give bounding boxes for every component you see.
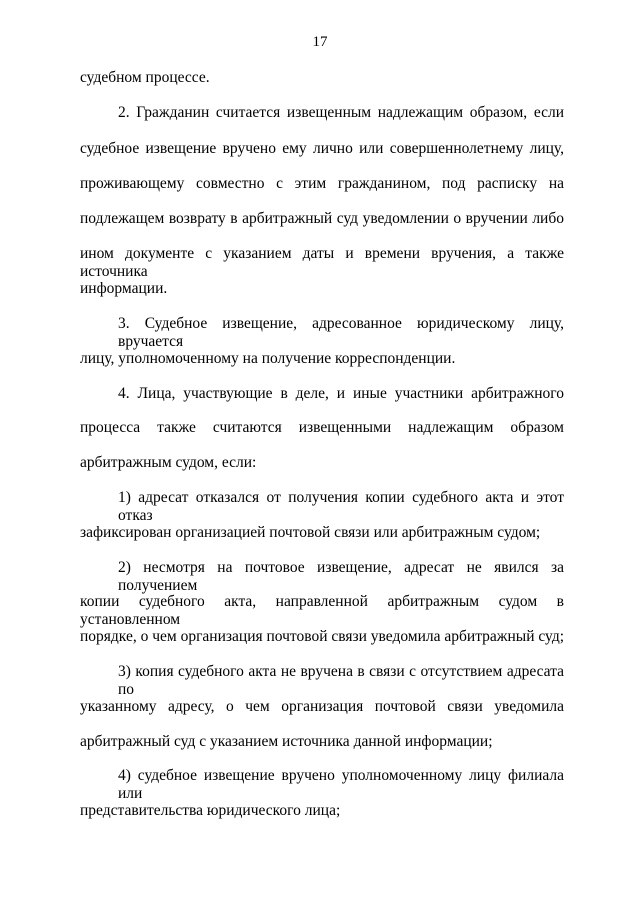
text-line-7: информации. <box>80 280 168 297</box>
text-line-3: судебное извещение вручено ему лично или совершеннолетнему лицу, <box>80 140 564 157</box>
text-line-10: 4. Лица, участвующие в деле, и иные участники арбитражного <box>118 385 564 402</box>
text-line-4: проживающему совместно с этим гражданином, под расписку на <box>80 175 564 192</box>
text-line-1: судебном процессе. <box>80 69 210 86</box>
text-line-16: копии судебного акта, направленной арбитражным судом в установленном <box>80 593 564 628</box>
text-line-22: представительства юридического лица; <box>80 802 341 819</box>
text-line-14: зафиксирован организацией почтовой связи или арбитражным судом; <box>80 524 541 541</box>
text-line-11: процесса также считаются извещенными надлежащим образом <box>80 419 564 436</box>
text-line-15: 2) несмотря на почтовое извещение, адресат не явился за получением <box>118 559 564 594</box>
text-line-9: лицу, уполномоченному на получение корреспонденции. <box>80 350 456 367</box>
text-line-8: 3. Судебное извещение, адресованное юридическому лицу, вручается <box>118 315 564 350</box>
text-line-12: арбитражным судом, если: <box>80 454 257 471</box>
text-line-18: 3) копия судебного акта не вручена в связи с отсутствием адресата по <box>118 663 564 698</box>
text-line-5: подлежащем возврату в арбитражный суд уведомлении о вручении либо <box>80 210 564 227</box>
text-line-2: 2. Гражданин считается извещенным надлежащим образом, если <box>118 104 564 121</box>
text-line-21: 4) судебное извещение вручено уполномоченному лицу филиала или <box>118 767 564 802</box>
text-line-19: указанному адресу, о чем организация почтовой связи уведомила <box>80 698 564 715</box>
text-line-13: 1) адресат отказался от получения копии судебного акта и этот отказ <box>118 489 564 524</box>
page-number: 17 <box>312 34 328 50</box>
text-line-6: ином документе с указанием даты и времени вручения, а также источника <box>80 245 564 280</box>
text-line-17: порядке, о чем организация почтовой связи уведомила арбитражный суд; <box>80 628 565 645</box>
text-line-20: арбитражный суд с указанием источника данной информации; <box>80 733 493 750</box>
